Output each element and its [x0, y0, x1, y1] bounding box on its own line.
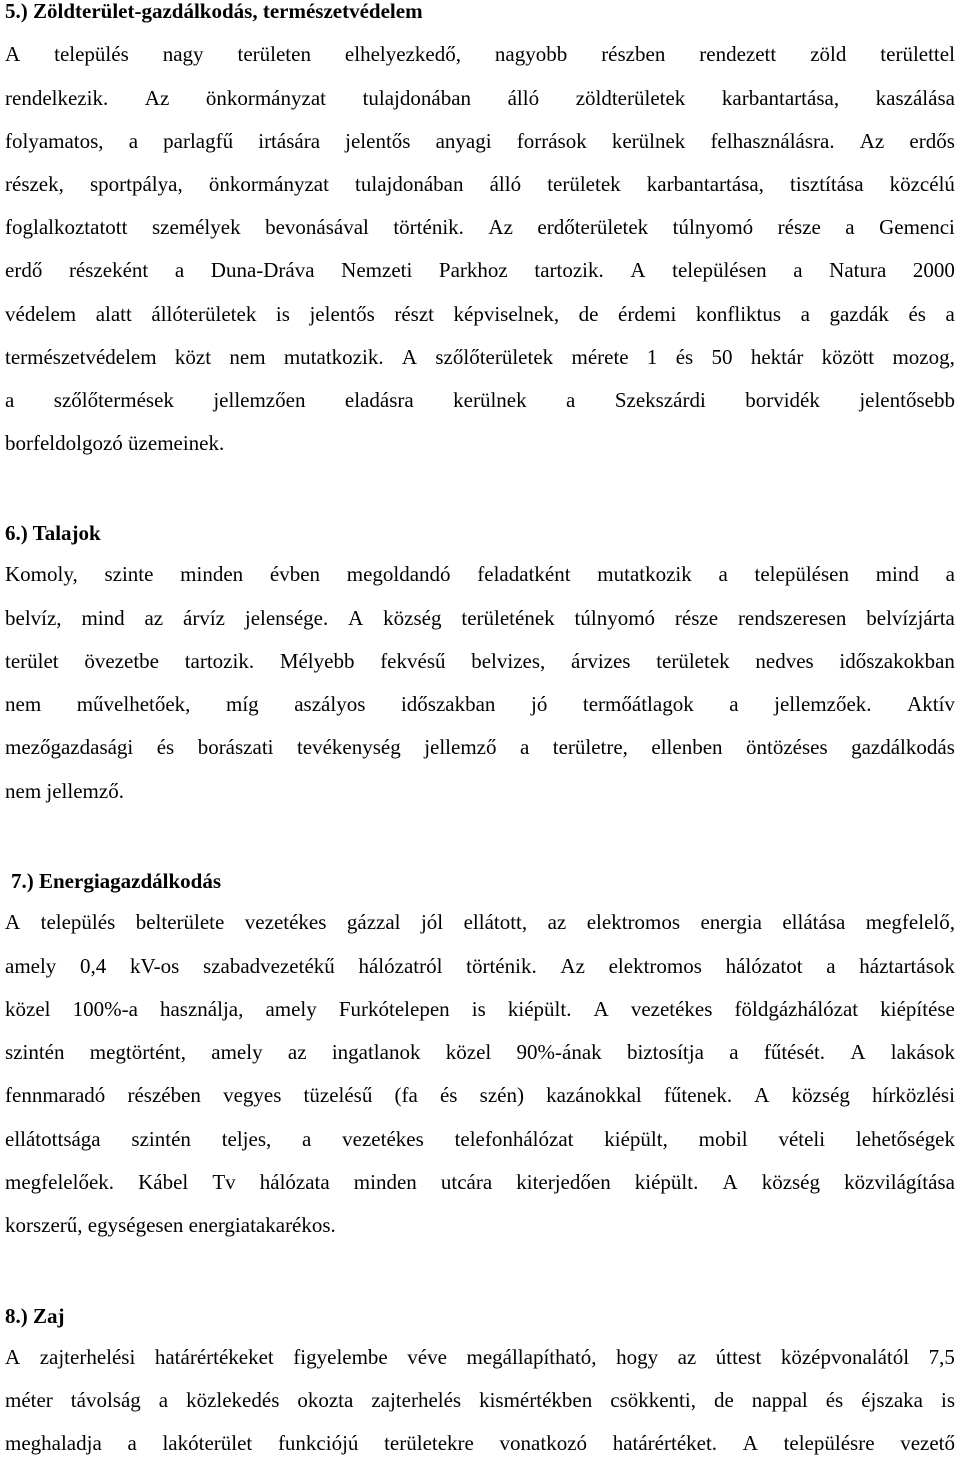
word: túlnyomó	[574, 606, 656, 630]
word: a	[5, 388, 15, 412]
word: határértékeket	[154, 1345, 274, 1369]
word: parlagfű	[163, 129, 234, 153]
word: részében	[127, 1083, 201, 1107]
word: amely	[265, 997, 317, 1021]
word: energia	[700, 910, 762, 934]
word: is	[275, 302, 290, 326]
word: kiépült,	[604, 1127, 668, 1151]
word: de	[578, 302, 599, 326]
word: gázzal	[346, 910, 401, 934]
word: határértéket.	[612, 1431, 718, 1455]
word: 100%-a	[72, 997, 138, 1021]
word: középvonalától	[780, 1345, 910, 1369]
word: A	[5, 910, 21, 934]
word: részt	[394, 302, 434, 326]
word: források	[516, 129, 587, 153]
word: az	[547, 910, 567, 934]
word: területének	[461, 606, 555, 630]
word: szabadvezetékű	[203, 954, 335, 978]
word: önkormányzat	[208, 172, 329, 196]
word: földgázhálózat	[734, 997, 859, 1021]
word: a	[174, 258, 185, 282]
text-line	[5, 1161, 955, 1204]
word: véve	[407, 1345, 447, 1369]
word: belvízjárta	[866, 606, 955, 630]
text-line	[5, 945, 955, 988]
word: részben	[601, 42, 666, 66]
word: megtörtént,	[89, 1040, 186, 1064]
word: méter	[5, 1388, 53, 1412]
word: aszályos	[294, 692, 366, 716]
word: és	[825, 1388, 844, 1412]
text-line	[5, 553, 955, 596]
word: funkciójú	[277, 1431, 359, 1455]
word: megállapítható,	[466, 1345, 597, 1369]
text-line	[5, 597, 955, 640]
word: területtel	[880, 42, 955, 66]
word: minden	[180, 562, 244, 586]
text-line: nem jellemző.	[5, 779, 124, 803]
word: szőlőtermések	[53, 388, 174, 412]
word: telefonhálózat	[454, 1127, 574, 1151]
word: elektromos	[608, 954, 702, 978]
word: fűtését.	[763, 1040, 826, 1064]
text-line	[5, 293, 955, 336]
word: kiépült.	[507, 997, 572, 1021]
word: a	[158, 1388, 169, 1412]
word: és	[675, 345, 694, 369]
word: árvíz	[183, 606, 225, 630]
text-line: borfeldolgozó üzemeinek.	[5, 431, 225, 455]
word: amely	[211, 1040, 263, 1064]
word: ellenben	[651, 735, 723, 759]
word: történik.	[466, 954, 537, 978]
word: távolság	[70, 1388, 141, 1412]
word: elhelyezkedő,	[344, 42, 461, 66]
word: is	[940, 1388, 955, 1412]
word: míg	[226, 692, 259, 716]
word: 1	[646, 345, 658, 369]
text-line	[5, 379, 955, 422]
word: tulajdonában	[355, 172, 464, 196]
word: önkormányzat	[205, 86, 326, 110]
word: a	[793, 258, 803, 282]
word: kismértékben	[479, 1388, 593, 1412]
word: Kábel	[138, 1170, 189, 1194]
text-line	[5, 336, 955, 379]
word: vezetékes	[342, 1127, 424, 1151]
word: Parkhoz	[438, 258, 508, 282]
word: eladásra	[344, 388, 414, 412]
word: részeként	[68, 258, 149, 282]
word: felhasználásra.	[710, 129, 835, 153]
word: Az	[488, 215, 513, 239]
word: álló	[507, 86, 540, 110]
word: község	[791, 1083, 850, 1107]
text-line	[5, 1379, 955, 1422]
word: természetvédelem	[5, 345, 157, 369]
word: vonatkozó	[499, 1431, 588, 1455]
word: övezetbe	[84, 649, 159, 673]
word: A	[5, 42, 21, 66]
word: az	[144, 606, 164, 630]
word: a	[128, 129, 139, 153]
word: lakások	[890, 1040, 955, 1064]
word: Natura	[829, 258, 887, 282]
word: úttest	[715, 1345, 762, 1369]
word: tartozik.	[534, 258, 604, 282]
word: kaszálása	[875, 86, 955, 110]
word: kerülnek	[611, 129, 686, 153]
text-line	[5, 1118, 955, 1161]
word: biztosítja	[626, 1040, 704, 1064]
word: álló	[489, 172, 522, 196]
word: tevékenység	[296, 735, 401, 759]
word: folyamatos,	[5, 129, 104, 153]
word: Az	[859, 129, 885, 153]
word: nagy	[162, 42, 204, 66]
text-line	[5, 33, 955, 76]
word: jelentős	[345, 129, 411, 153]
word: jó	[531, 692, 548, 716]
word: lakóterület	[162, 1431, 253, 1455]
section-heading: 8.) Zaj	[5, 1304, 65, 1328]
word: csökkenti,	[610, 1388, 696, 1412]
word: erdő	[5, 258, 43, 282]
word: területek	[656, 649, 730, 673]
text-line	[5, 163, 955, 206]
word: közel	[5, 997, 51, 1021]
word: szinte	[104, 562, 154, 586]
word: fűtenek.	[663, 1083, 733, 1107]
text-line	[5, 726, 955, 769]
word: erdős	[909, 129, 955, 153]
text-line	[5, 1074, 955, 1117]
section-heading: 6.) Talajok	[5, 521, 101, 545]
word: a	[566, 388, 576, 412]
word: jellemzően	[213, 388, 306, 412]
word: zajterhelési	[39, 1345, 136, 1369]
word: 50	[711, 345, 733, 369]
section-heading: 5.) Zöldterület-gazdálkodás, természetvédelem	[5, 0, 423, 23]
word: vegyes	[223, 1083, 282, 1107]
word: érdemi	[618, 302, 677, 326]
word: zöldterületek	[575, 86, 686, 110]
word: kiépült.	[634, 1170, 699, 1194]
word: a	[800, 302, 810, 326]
word: jellemzőek.	[774, 692, 872, 716]
word: A	[630, 258, 646, 282]
word: bevonásával	[265, 215, 369, 239]
word: A	[754, 1083, 770, 1107]
word: a	[127, 1431, 137, 1455]
word: fekvésű	[380, 649, 446, 673]
word: ingatlanok	[331, 1040, 421, 1064]
word: évben	[269, 562, 321, 586]
word: borászati	[197, 735, 274, 759]
word: területek	[547, 172, 621, 196]
word: területre,	[552, 735, 628, 759]
word: község	[383, 606, 442, 630]
word: mind	[81, 606, 125, 630]
word: belvíz,	[5, 606, 62, 630]
word: Komoly,	[5, 562, 78, 586]
word: túlnyomó	[672, 215, 754, 239]
word: tulajdonában	[362, 86, 472, 110]
word: hogy	[616, 1345, 659, 1369]
word: településen	[672, 258, 767, 282]
word: időszakokban	[839, 649, 955, 673]
word: A	[401, 345, 418, 369]
word: hálózatról	[358, 954, 443, 978]
word: rendszeresen	[737, 606, 847, 630]
word: és	[156, 735, 175, 759]
word: jelentős	[309, 302, 375, 326]
word: hálózatot	[725, 954, 803, 978]
word: a	[945, 562, 955, 586]
word: Aktív	[907, 692, 955, 716]
word: háztartások	[859, 954, 955, 978]
word: terület	[5, 649, 59, 673]
word: hírközlési	[872, 1083, 955, 1107]
word: ellátása	[782, 910, 846, 934]
word: és	[439, 1083, 458, 1107]
word: község	[761, 1170, 821, 1194]
word: gazdák	[829, 302, 889, 326]
word: kazánokkal	[546, 1083, 642, 1107]
word: a	[729, 692, 739, 716]
word: a	[845, 215, 855, 239]
word: a	[718, 562, 728, 586]
word: területekre	[384, 1431, 474, 1455]
word: a	[826, 954, 836, 978]
word: nagyobb	[494, 42, 568, 66]
text-line	[5, 640, 955, 683]
word: mérete	[571, 345, 629, 369]
text-line	[5, 206, 955, 249]
text-line	[5, 1336, 955, 1379]
word: Gemenci	[879, 215, 955, 239]
word: a	[519, 735, 530, 759]
word: ellátott,	[463, 910, 528, 934]
word: a	[729, 1040, 739, 1064]
word: teljes,	[221, 1127, 272, 1151]
word: amely	[5, 954, 57, 978]
word: részek,	[5, 172, 64, 196]
word: foglalkoztatott	[5, 215, 128, 239]
word: része	[674, 606, 719, 630]
word: mutatkozik	[597, 562, 692, 586]
word: Tv	[212, 1170, 236, 1194]
word: alatt	[95, 302, 132, 326]
word: konfliktus	[695, 302, 782, 326]
word: zöld	[810, 42, 847, 66]
word: a	[945, 302, 955, 326]
word: anyagi	[435, 129, 492, 153]
text-line	[5, 901, 955, 944]
word: (fa	[394, 1083, 418, 1107]
word: és	[908, 302, 926, 326]
word: vételi	[778, 1127, 826, 1151]
word: hektár	[750, 345, 804, 369]
text-line	[5, 249, 955, 292]
word: település	[54, 42, 129, 66]
word: fennmaradó	[5, 1083, 106, 1107]
word: vezetékes	[630, 997, 713, 1021]
word: szőlőterületek	[435, 345, 554, 369]
word: megfelelő,	[865, 910, 955, 934]
word: jellemző	[424, 735, 497, 759]
word: időszakban	[400, 692, 496, 716]
word: nappal	[751, 1388, 808, 1412]
word: A	[850, 1040, 866, 1064]
word: megfelelőek.	[5, 1170, 115, 1194]
word: kerülnek	[453, 388, 527, 412]
word: tisztítása	[790, 172, 864, 196]
word: mind	[875, 562, 919, 586]
word: Furkótelepen	[338, 997, 450, 1021]
word: feladatként	[477, 562, 571, 586]
word: szintén	[5, 1040, 65, 1064]
word: irtására	[258, 129, 321, 153]
word: lehetőségek	[855, 1127, 955, 1151]
word: figyelembe	[293, 1345, 388, 1369]
word: elektromos	[586, 910, 681, 934]
word: közvilágítása	[844, 1170, 955, 1194]
word: rendezett	[699, 42, 777, 66]
word: megoldandó	[346, 562, 451, 586]
word: a	[302, 1127, 312, 1151]
word: közel	[445, 1040, 492, 1064]
word: közt	[174, 345, 212, 369]
word: településen	[754, 562, 849, 586]
word: kiterjedően	[516, 1170, 611, 1194]
word: mozog,	[892, 345, 955, 369]
word: történik.	[393, 215, 464, 239]
word: karbantartása,	[646, 172, 764, 196]
word: Az	[144, 86, 170, 110]
word: az	[677, 1345, 697, 1369]
word: Duna-Dráva	[210, 258, 315, 282]
word: közcélú	[889, 172, 955, 196]
word: területen	[237, 42, 311, 66]
word: belterülete	[135, 910, 225, 934]
word: védelem	[5, 302, 77, 326]
word: 0,4	[80, 954, 107, 978]
word: zajterhelés	[371, 1388, 462, 1412]
word: jelentősebb	[859, 388, 955, 412]
word: mutatkozik.	[283, 345, 384, 369]
word: A	[742, 1431, 758, 1455]
word: de	[713, 1388, 734, 1412]
word: tüzelésű	[303, 1083, 373, 1107]
word: jól	[420, 910, 444, 934]
word: Nemzeti	[341, 258, 413, 282]
text-line: korszerű, egységesen energiatakarékos.	[5, 1213, 336, 1237]
word: hálózata	[259, 1170, 330, 1194]
word: nem	[229, 345, 266, 369]
word: minden	[353, 1170, 417, 1194]
word: éjszaka	[861, 1388, 923, 1412]
text-line	[5, 77, 955, 120]
word: öntözéses	[745, 735, 828, 759]
word: A	[722, 1170, 738, 1194]
word: mobil	[698, 1127, 748, 1151]
text-line	[5, 1031, 955, 1074]
word: is	[471, 997, 486, 1021]
word: szintén	[131, 1127, 191, 1151]
word: között	[821, 345, 875, 369]
word: településre	[783, 1431, 875, 1455]
word: használja,	[159, 997, 244, 1021]
word: erdőterületek	[537, 215, 649, 239]
word: kiépítése	[880, 997, 955, 1021]
word: borvidék	[745, 388, 820, 412]
word: művelhetőek,	[76, 692, 191, 716]
word: gazdálkodás	[851, 735, 955, 759]
word: kV-os	[129, 954, 180, 978]
text-line	[5, 120, 955, 163]
word: karbantartása,	[721, 86, 840, 110]
word: A	[593, 997, 609, 1021]
word: Az	[560, 954, 585, 978]
word: 7,5	[928, 1345, 955, 1369]
word: közlekedés	[186, 1388, 280, 1412]
word: állóterületek	[151, 302, 257, 326]
word: rendelkezik.	[5, 86, 109, 110]
word: vezetékes	[244, 910, 327, 934]
word: Mélyebb	[279, 649, 355, 673]
word: A	[5, 1345, 21, 1369]
word: tartozik.	[184, 649, 255, 673]
word: jelensége.	[244, 606, 329, 630]
word: Szekszárdi	[614, 388, 706, 412]
word: meghaladja	[5, 1431, 102, 1455]
word: mezőgazdasági	[5, 735, 134, 759]
word: termőátlagok	[582, 692, 694, 716]
text-line	[5, 683, 955, 726]
word: utcára	[440, 1170, 493, 1194]
word: 90%-ának	[516, 1040, 602, 1064]
word: szén)	[479, 1083, 524, 1107]
word: 2000	[912, 258, 955, 282]
text-line	[5, 988, 955, 1031]
word: sportpálya,	[89, 172, 183, 196]
section-heading: 7.) Energiagazdálkodás	[11, 869, 222, 893]
word: belvizes,	[471, 649, 546, 673]
word: vezető	[900, 1431, 955, 1455]
word: része	[777, 215, 821, 239]
word: nem	[5, 692, 42, 716]
word: személyek	[151, 215, 241, 239]
word: A	[348, 606, 364, 630]
word: képviselnek,	[453, 302, 560, 326]
word: ellátottsága	[5, 1127, 101, 1151]
word: az	[287, 1040, 307, 1064]
word: okozta	[297, 1388, 354, 1412]
word: nedves	[755, 649, 814, 673]
text-line	[5, 1422, 955, 1465]
word: település	[40, 910, 116, 934]
word: árvizes	[571, 649, 631, 673]
